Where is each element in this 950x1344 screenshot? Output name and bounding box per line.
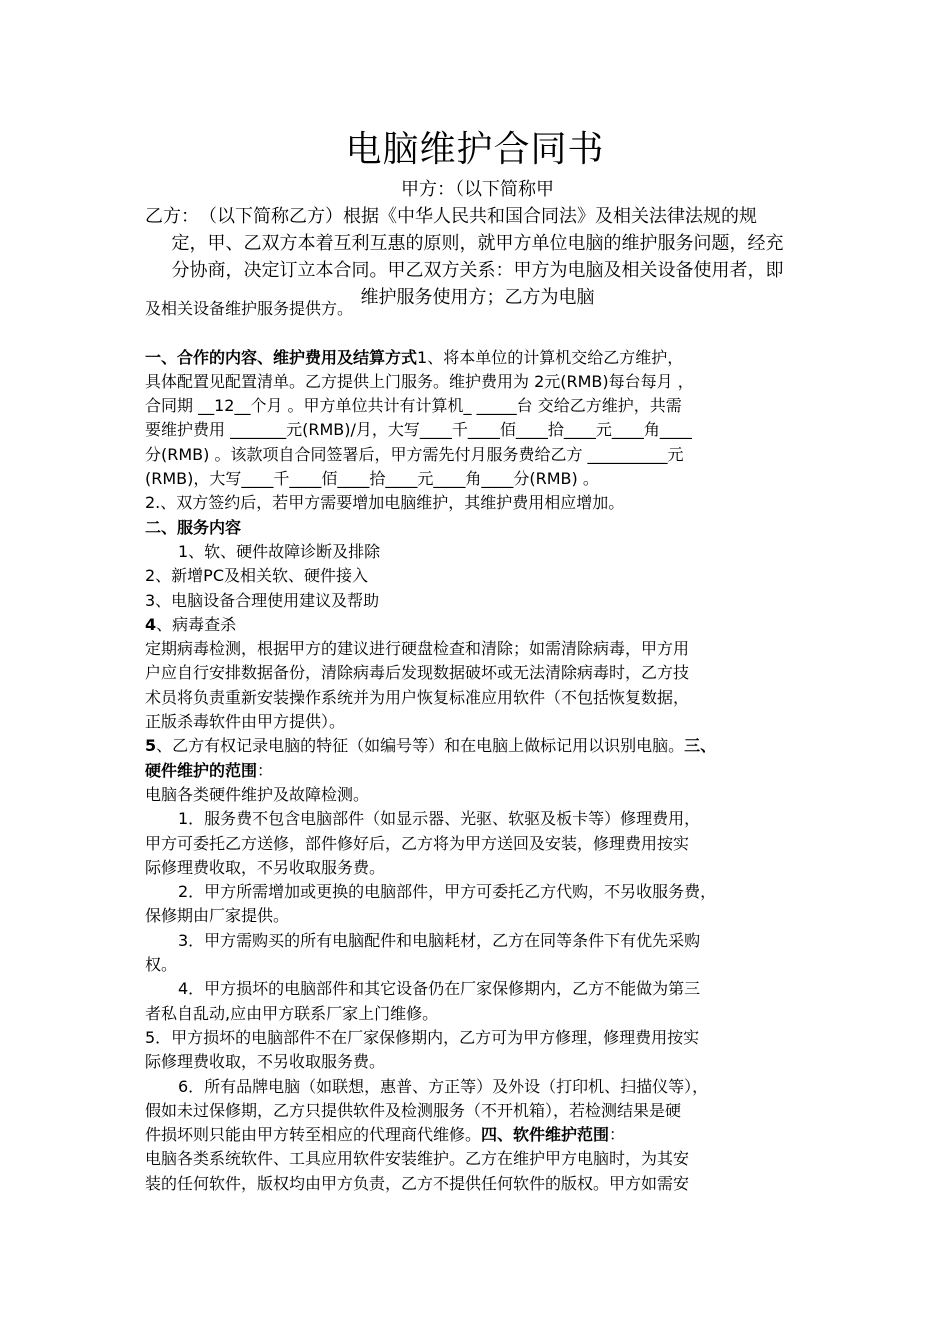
contract-body [145, 297, 820, 1196]
body-line: 甲方可委托乙方送修，部件修好后，乙方将为甲方送回及安装，修理费用按实 [145, 833, 690, 853]
service-item: 4、病毒查杀 [145, 614, 237, 634]
body-line: 合同期 __12__个月 。甲方单位共计有计算机_ _____台 交给乙方维护，共需 [145, 396, 682, 416]
body-line: 3．甲方需购买的所有电脑配件和电脑耗材，乙方在同等条件下有优先采购 [178, 930, 701, 950]
intro-paragraph [145, 176, 810, 311]
body-line: 际修理费收取，不另收取服务费。 [145, 857, 386, 877]
body-line: 正版杀毒软件由甲方提供）。 [145, 712, 346, 732]
body-line: 术员将负责重新安装操作系统并为用户恢复标准应用软件（不包括恢复数据， [145, 687, 690, 707]
body-line: 假如未过保修期，乙方只提供软件及检测服务（不开机箱），若检测结果是硬 [145, 1100, 682, 1120]
intro-line: 乙方： （以下简称乙方）根据《中华人民共和国合同法》及相关法律法规的规 [145, 206, 757, 227]
intro-line: 分协商，决定订立本合同。甲乙双方关系：甲方为电脑及相关设备使用者，即 [171, 260, 784, 281]
body-line: (RMB)，大写____千____佰____拾____元____角____分(RMB) 。 [145, 469, 599, 489]
section-heading: 二、服务内容 [145, 517, 242, 537]
section-heading: 一、合作的内容、维护费用及结算方式 [145, 347, 418, 367]
section-heading: 硬件维护的范围： [145, 760, 274, 780]
party-a-line: 甲方：（以下简称甲 [401, 179, 554, 200]
body-line: 6．所有品牌电脑（如联想，惠普、方正等）及外设（打印机、扫描仪等）， [178, 1076, 709, 1096]
service-item: 3、电脑设备合理使用建议及帮助 [145, 590, 380, 610]
body-line: 件损坏则只能由甲方转至相应的代理商代维修。四、软件维护范围： [145, 1125, 626, 1145]
body-line: 2.、双方签约后，若甲方需要增加电脑维护，其维护费用相应增加。 [145, 493, 625, 513]
service-item: 1、软、硬件故障诊断及排除 [178, 541, 381, 561]
body-line: 装的任何软件，版权均由甲方负责，乙方不提供任何软件的版权。甲方如需安 [145, 1173, 690, 1193]
body-line: 具体配置见配置清单。乙方提供上门服务。维护费用为 2元(RMB)每台每月 ， [145, 371, 694, 391]
body-line: 际修理费收取，不另收取服务费。 [145, 1052, 386, 1072]
body-line: 及相关设备维护服务提供方。 [145, 299, 354, 318]
body-line: 户应自行安排数据备份，清除病毒后发现数据破坏或无法清除病毒时，乙方技 [145, 663, 690, 683]
body-line: 定期病毒检测，根据甲方的建议进行硬盘检查和清除；如需清除病毒，甲方用 [145, 639, 690, 659]
body-line: 1．服务费不包含电脑部件（如显示器、光驱、软驱及板卡等）修理费用， [178, 809, 701, 829]
intro-line: 维护服务使用方；乙方为电脑 [360, 287, 595, 308]
section-1-line: 一、合作的内容、维护费用及结算方式1、将本单位的计算机交给乙方维护， [145, 347, 684, 367]
body-line: 4．甲方损坏的电脑部件和其它设备仍在厂家保修期内，乙方不能做为第三 [178, 979, 701, 999]
body-line: 电脑各类系统软件、工具应用软件安装维护。乙方在维护甲方电脑时，为其安 [145, 1149, 690, 1169]
body-line: 保修期由厂家提供。 [145, 906, 290, 926]
body-line: 者私自乱动,应由甲方联系厂家上门维修。 [145, 1003, 439, 1023]
body-line: 电脑各类硬件维护及故障检测。 [145, 784, 370, 804]
body-line: 分(RMB) 。该款项自合同签署后，甲方需先付月服务费给乙方 __________元 [145, 444, 684, 464]
body-line: 要维护费用 _______元(RMB)/月，大写____千____佰____拾____元____角____ [145, 420, 692, 440]
blank-line [145, 321, 820, 345]
document-title: 电脑维护合同书 [345, 129, 605, 170]
body-line: 5．甲方损坏的电脑部件不在厂家保修期内，乙方可为甲方修理，修理费用按实 [145, 1027, 700, 1047]
body-line: 2．甲方所需增加或更换的电脑部件，甲方可委托乙方代购，不另收服务费， [178, 882, 717, 902]
body-line: 权。 [145, 955, 178, 975]
service-item: 2、新增PC及相关软、硬件接入 [145, 566, 369, 586]
section-heading: 四、软件维护范围 [481, 1125, 610, 1145]
intro-line: 定，甲、乙双方本着互利互惠的原则，就甲方单位电脑的维护服务问题，经充 [171, 233, 784, 254]
body-line: 5、乙方有权记录电脑的特征（如编号等）和在电脑上做标记用以识别电脑。三、 [145, 736, 717, 756]
